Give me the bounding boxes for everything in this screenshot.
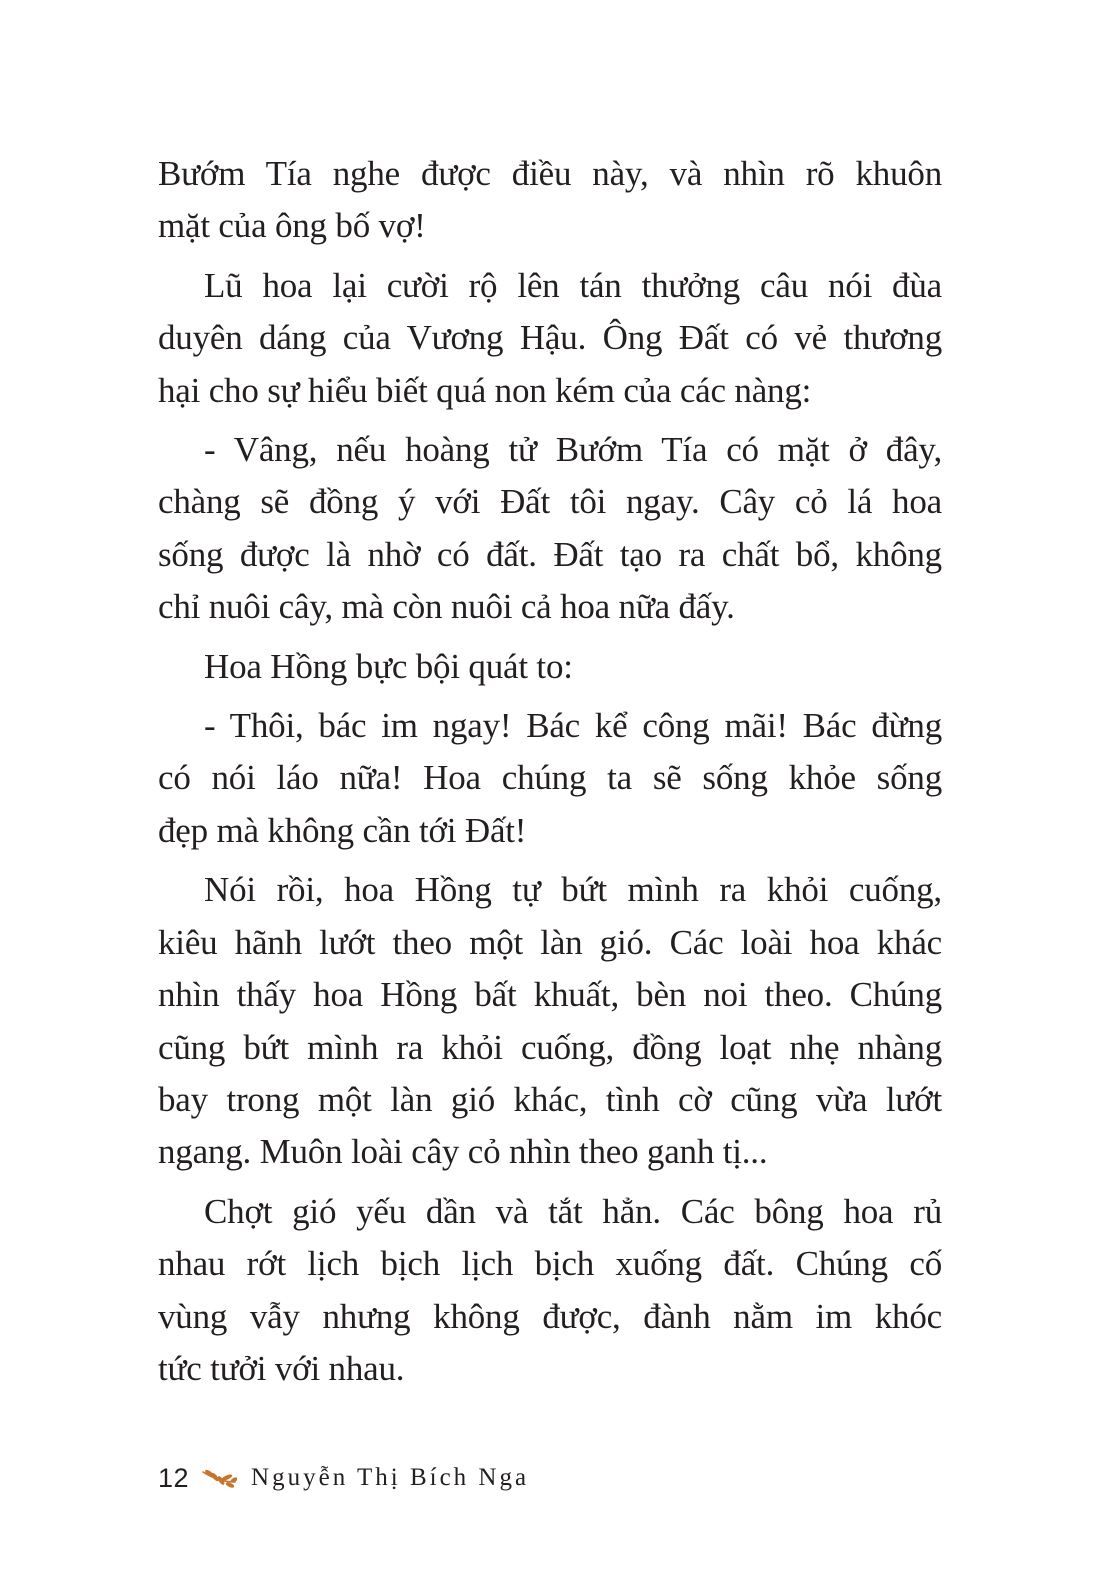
page-body [158, 148, 942, 1402]
text-line: Chợt gió yếu dần và tắt hẳn. Các bông hoa rủ [204, 1191, 942, 1231]
text-line: vùng vẫy nhưng không được, đành nằm im khóc [158, 1296, 942, 1336]
paragraph [158, 1186, 942, 1396]
text-line: tức tưởi với nhau. [158, 1348, 405, 1388]
text-line: sống được là nhờ có đất. Đất tạo ra chất bổ, không [158, 534, 942, 574]
text-line: - Thôi, bác im ngay! Bác kể công mãi! Bác đừng [204, 706, 942, 746]
text-line: kiêu hãnh lướt theo một làn gió. Các loài hoa khác [158, 922, 942, 962]
text-line: có nói láo nữa! Hoa chúng ta sẽ sống khỏe sống [158, 758, 942, 798]
leaf-sprig-icon [201, 1468, 237, 1490]
author-name: Nguyễn Thị Bích Nga [251, 1464, 530, 1491]
paragraph [158, 641, 942, 693]
paragraph [158, 260, 942, 417]
text-line: ngang. Muôn loài cây cỏ nhìn theo ganh tị... [158, 1132, 768, 1172]
text-line: mặt của ông bố vợ! [158, 206, 426, 246]
text-line: cũng bứt mình ra khỏi cuống, đồng loạt nhẹ nhàng [158, 1027, 942, 1067]
paragraph [158, 864, 942, 1178]
text-line: Lũ hoa lại cười rộ lên tán thưởng câu nói đùa [204, 265, 942, 305]
text-line: - Vâng, nếu hoàng tử Bướm Tía có mặt ở đây, [204, 430, 942, 470]
text-line: Bướm Tía nghe được điều này, và nhìn rõ khuôn [158, 154, 942, 193]
text-line: Nói rồi, hoa Hồng tự bứt mình ra khỏi cuống, [204, 870, 942, 910]
text-line: nhìn thấy hoa Hồng bất khuất, bèn noi theo. Chúng [158, 975, 942, 1015]
text-line: chàng sẽ đồng ý với Đất tôi ngay. Cây cỏ lá hoa [158, 482, 942, 522]
text-line: duyên dáng của Vương Hậu. Ông Đất có vẻ thương [158, 318, 942, 358]
text-line: bay trong một làn gió khác, tình cờ cũng vừa lướt [158, 1079, 942, 1119]
paragraph [158, 148, 942, 253]
text-line: nhau rớt lịch bịch lịch bịch xuống đất. Chúng cố [158, 1244, 942, 1284]
text-line: chỉ nuôi cây, mà còn nuôi cả hoa nữa đấy. [158, 587, 735, 627]
text-line: đẹp mà không cần tới Đất! [158, 810, 527, 850]
paragraph [158, 700, 942, 857]
text-line: hại cho sự hiểu biết quá non kém của các nàng: [158, 370, 812, 410]
text-line: Hoa Hồng bực bội quát to: [204, 646, 573, 686]
paragraph [158, 424, 942, 634]
page-footer [158, 1458, 529, 1498]
page-number: 12 [158, 1462, 190, 1493]
